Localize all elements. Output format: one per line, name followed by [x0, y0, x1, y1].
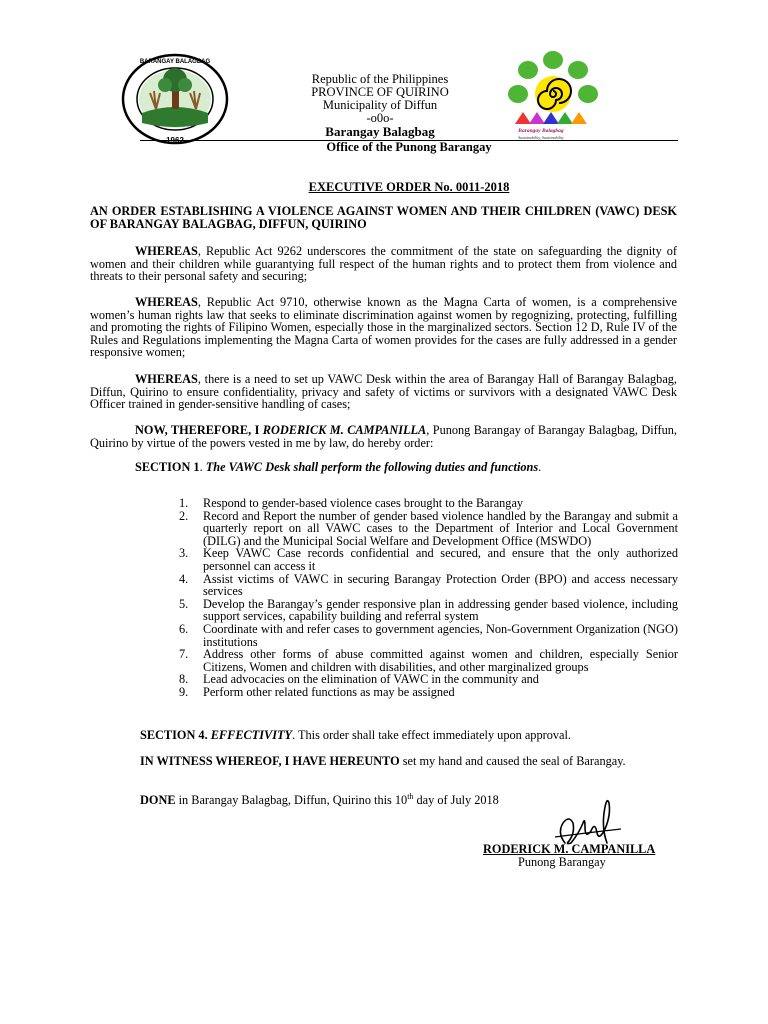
duty-item [174, 547, 678, 572]
section-1-label: SECTION 1 [135, 460, 200, 474]
whereas-text: , Republic Act 9262 underscores the commitment of the state on safeguarding the dignity of women and their children while guarantying full respect of the human rights and to protect them from violence and threats to their personal safety and securing; [90, 244, 677, 284]
duty-number: 5. [179, 596, 189, 611]
whereas-text: , there is a need to set up VAWC Desk within the area of Barangay Hall of Barangay Balagbag, Diffun, Quirino to ensure confidentiality, privacy and safety of victims or survivors with a designated VAWC Desk Officer trained in gender-sensitive handling of cases; [90, 372, 677, 412]
duty-text: Address other forms of abuse committed against women and children, especially Senior Citizens, Women and children with disabilities, and other marginalized groups [203, 647, 678, 674]
header-republic: Republic of the Philippines [311, 72, 449, 86]
sun-logo-subcaption: Sustainability, Sustainability [518, 135, 564, 140]
executive-order-number: EXECUTIVE ORDER No. 0011-2018 [308, 180, 510, 194]
order-title: AN ORDER ESTABLISHING A VIOLENCE AGAINST WOMEN AND THEIR CHILDREN (VAWC) DESK OF BARANGAY BALAGBAG, DIFFUN, QUIRINO [90, 204, 677, 231]
section-4-paragraph [140, 729, 678, 742]
witness-paragraph [140, 755, 678, 768]
duty-item [174, 686, 678, 699]
duty-number: 9. [179, 684, 189, 699]
whereas-paragraph-3 [90, 373, 677, 411]
whereas-lead: WHEREAS [135, 295, 198, 309]
duty-text: Develop the Barangay’s gender responsive plan in addressing gender based violence, including support services, capability building and referral system [203, 596, 678, 624]
duty-number: 4. [179, 571, 189, 586]
section-4-text: . This order shall take effect immediately upon approval. [292, 728, 571, 742]
duty-number: 3. [179, 546, 189, 561]
header-divider-mark: -o0o- [366, 111, 394, 125]
issuer-name: RODERICK M. CAMPANILLA [262, 423, 427, 437]
duties-list [174, 497, 678, 699]
duty-text: Respond to gender-based violence cases brought to the Barangay [203, 496, 524, 510]
now-therefore-paragraph [90, 424, 677, 449]
section-1-heading [135, 461, 680, 474]
duty-item [174, 510, 678, 548]
header-province: PROVINCE OF QUIRINO [311, 85, 449, 99]
duty-text: Coordinate with and refer cases to government agencies, Non-Government Organization (NGO) institutions [203, 621, 678, 649]
header-municipality: Municipality of Diffun [322, 98, 438, 112]
duty-item [174, 598, 678, 623]
duty-number: 6. [179, 621, 189, 636]
signatory-name: RODERICK M. CAMPANILLA [483, 842, 656, 856]
seal-left-top-text: BARANGAY BALAGBAG [139, 59, 211, 65]
duty-item [174, 648, 678, 673]
signatory-title: Punong Barangay [518, 855, 606, 869]
whereas-lead: WHEREAS [135, 244, 198, 258]
duty-item [174, 623, 678, 648]
witness-lead: IN WITNESS WHEREOF, I HAVE HEREUNTO [140, 754, 400, 768]
done-text: in Barangay Balagbag, Diffun, Quirino this 10 [175, 793, 408, 807]
duty-text: Record and Report the number of gender based violence handled by the Barangay and submit a quarterly report on all VAWC cases to the Department of Interior and Local Government (DILG) and the Municipal Social Welfare and Development Office (MSWDO) [203, 508, 678, 548]
duty-text: Perform other related functions as may be assigned [203, 684, 455, 699]
duty-number: 7. [179, 647, 189, 662]
duty-number: 2. [179, 508, 189, 523]
duty-number: 1. [179, 496, 189, 510]
sun-logo-caption: Barangay Balagbag [518, 128, 564, 134]
section-4-label: SECTION 4. [140, 728, 208, 742]
section-1-separator: . [199, 460, 206, 474]
section-4-title: EFFECTIVITY [210, 728, 293, 742]
header-barangay: Barangay Balagbag [325, 124, 435, 139]
done-date-end: day of July 2018 [413, 793, 499, 807]
done-lead: DONE [140, 793, 176, 807]
seal-left-year: 1962 [166, 136, 184, 145]
witness-text: set my hand and caused the seal of Barangay. [399, 754, 626, 768]
duty-text: Lead advocacies on the elimination of VAWC in the community and [203, 672, 539, 687]
done-date-suffix: th [407, 791, 414, 801]
duty-item [174, 573, 678, 598]
duty-text: Keep VAWC Case records confidential and secured, and ensure that the only authorized personnel can access it [203, 546, 678, 573]
whereas-text: , Republic Act 9710, otherwise known as the Magna Carta of women, is a comprehensive women’s human rights law that seeks to eliminate discrimination against women by regognizing, protecting, fulfilling and promoting the rights of Filipino Women, especially those in the marginalized sectors. Section 12 D, Rule IV of the Rules and Regulations implementing the Magna Carta of women provides for the cases are fully addressed in a gender responsive women; [90, 295, 677, 360]
barangay-sun-logo [503, 50, 603, 146]
whereas-paragraph-2 [90, 296, 677, 359]
whereas-paragraph-1 [90, 245, 677, 283]
office-title: Office of the Punong Barangay [326, 140, 492, 154]
duty-number: 8. [179, 672, 189, 687]
now-therefore-lead: NOW, THEREFORE, I [135, 423, 260, 437]
whereas-lead: WHEREAS [135, 372, 198, 386]
section-1-text: The VAWC Desk shall perform the following duties and functions [205, 460, 539, 474]
now-therefore-text: , Punong Barangay of Barangay Balagbag, Diffun, Quirino by virtue of the powers vested in me by law, do hereby order: [90, 423, 678, 450]
duty-text: Assist victims of VAWC in securing Barangay Protection Order (BPO) and access necessary services [203, 571, 678, 599]
section-1-period: . [538, 460, 542, 474]
